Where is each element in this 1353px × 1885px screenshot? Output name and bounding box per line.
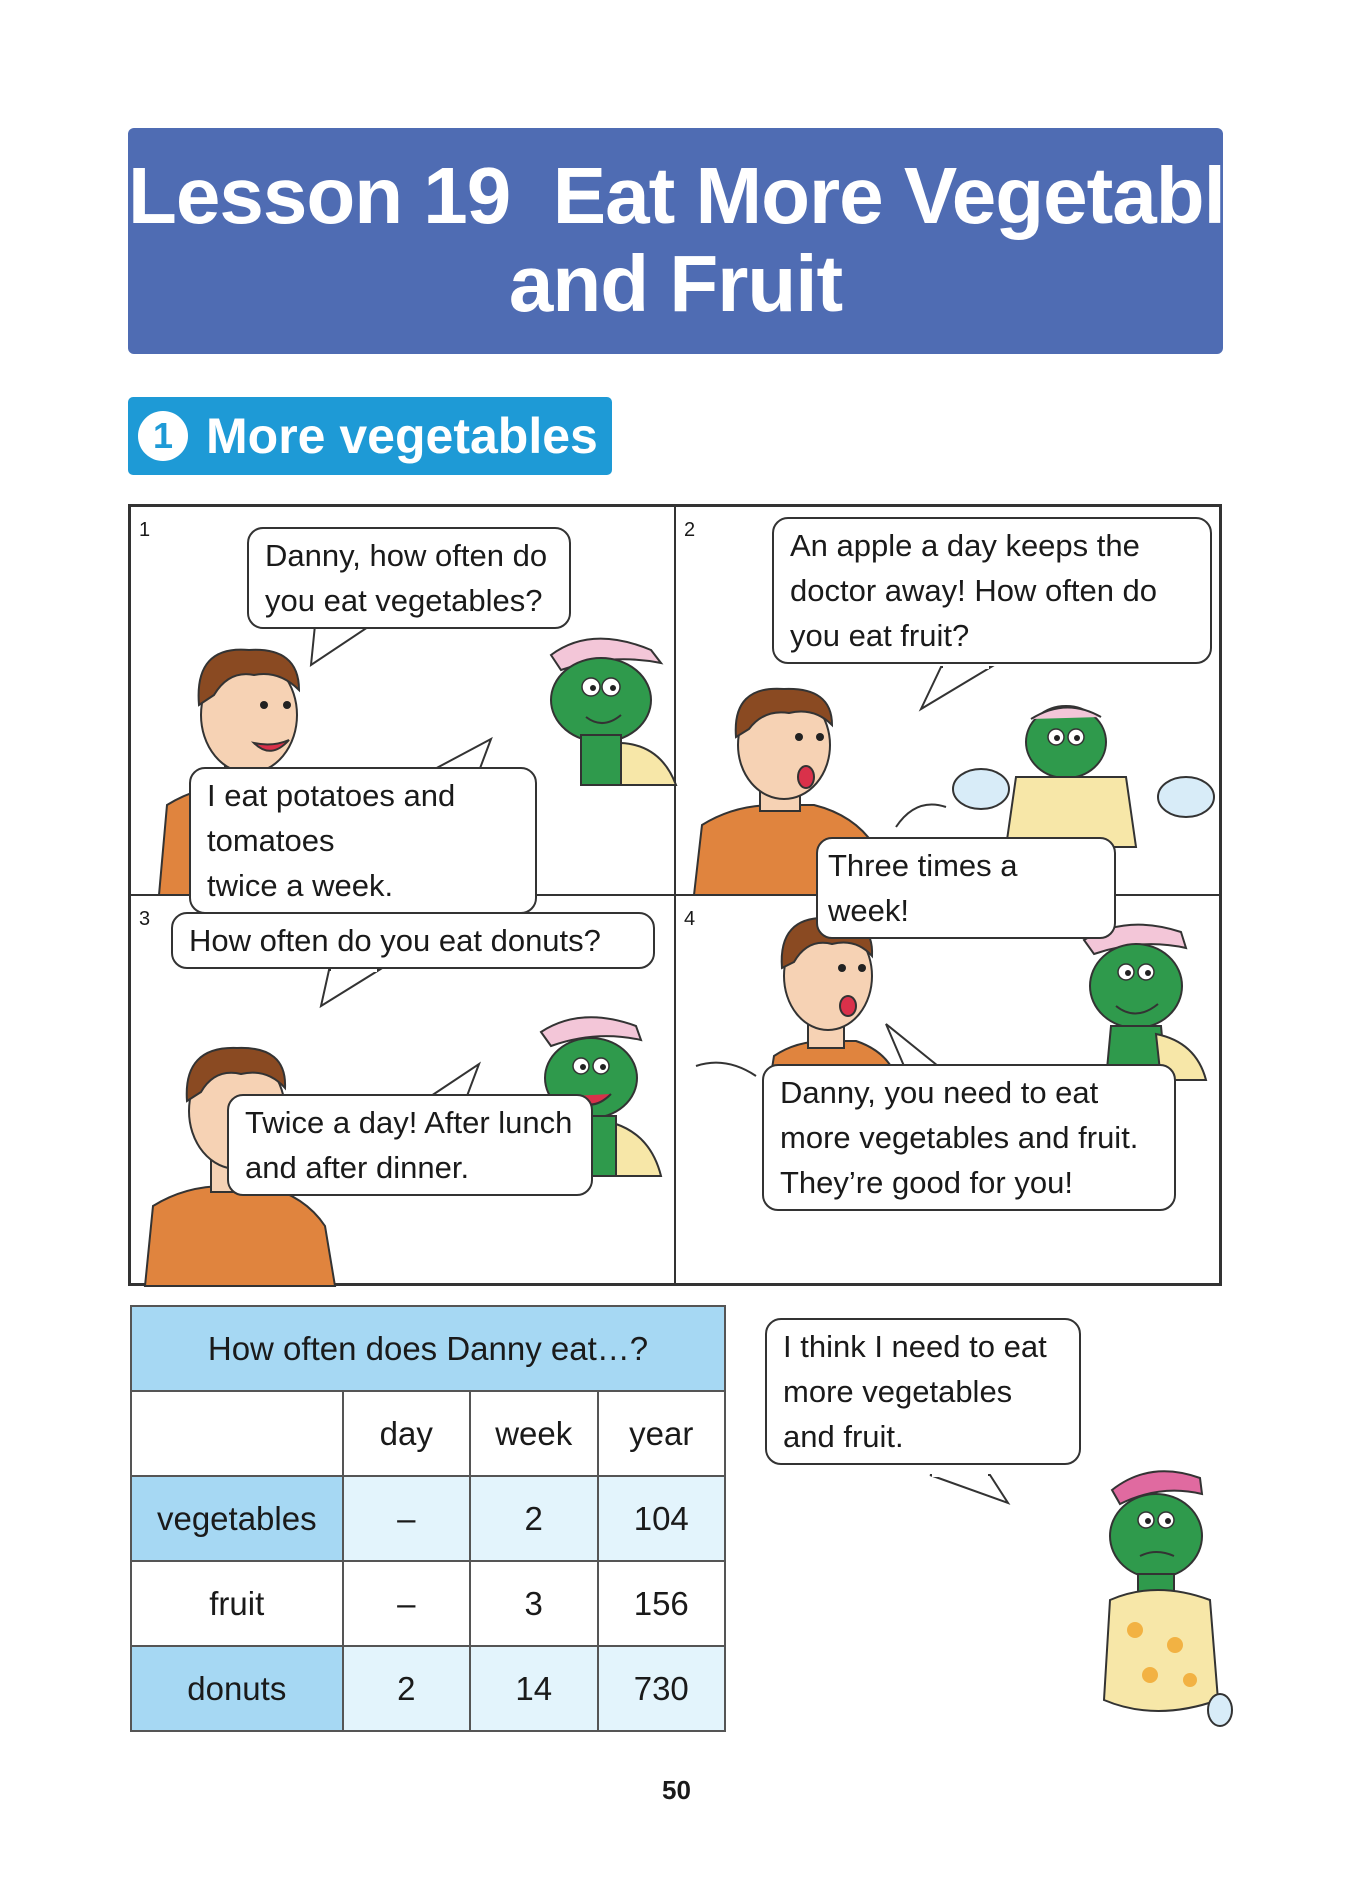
bubble-line: Danny, how often do <box>265 538 548 573</box>
table-row <box>131 1561 725 1646</box>
table-row <box>131 1476 725 1561</box>
lesson-title-line2: and Fruit <box>508 239 843 328</box>
row-label: fruit <box>131 1561 343 1646</box>
bubble-tail <box>321 970 381 1006</box>
row-label: donuts <box>131 1646 343 1731</box>
comic-panel-1 <box>130 506 675 903</box>
comic-panel-4 <box>675 895 1220 1284</box>
turtle-character <box>511 625 676 785</box>
speech-bubble <box>227 1094 593 1196</box>
bubble-line: Twice a day! After lunch <box>245 1105 573 1140</box>
bubble-line: twice a week. <box>207 868 394 903</box>
bubble-tail <box>930 1475 1010 1505</box>
table-cell: 104 <box>598 1476 725 1561</box>
speech-bubble <box>171 912 655 969</box>
panel-number: 4 <box>684 908 696 930</box>
section-number: 1 <box>138 411 188 461</box>
table-cell: 730 <box>598 1646 725 1731</box>
turtle-character <box>896 697 1216 847</box>
table-corner-cell <box>131 1391 343 1476</box>
bubble-line: They’re good for you! <box>780 1165 1073 1200</box>
table-cell: – <box>343 1476 470 1561</box>
bubble-line: I eat potatoes and tomatoes <box>207 778 456 858</box>
table-cell: 156 <box>598 1561 725 1646</box>
section-title: More vegetables <box>206 408 598 464</box>
table-cell: 3 <box>470 1561 598 1646</box>
speech-bubble <box>762 1064 1176 1211</box>
turtle-character <box>1090 1460 1235 1730</box>
bubble-line: more vegetables <box>783 1374 1013 1409</box>
bubble-line: An apple a day keeps the <box>790 528 1140 563</box>
lesson-banner <box>128 128 1312 354</box>
bubble-line: and fruit. <box>783 1419 904 1454</box>
table-row <box>131 1646 725 1731</box>
column-header: week <box>470 1391 598 1476</box>
bubble-tail <box>886 1024 938 1066</box>
comic-panel-3 <box>130 895 675 1284</box>
panel-number: 3 <box>139 908 151 930</box>
bubble-line: Three times a week! <box>828 848 1018 928</box>
panel-number: 1 <box>139 519 151 541</box>
bubble-line: How often do you eat donuts? <box>189 923 601 958</box>
bubble-line: and after dinner. <box>245 1150 470 1185</box>
bubble-line: Danny, you need to eat <box>780 1075 1099 1110</box>
bubble-line: you eat fruit? <box>790 618 970 653</box>
speech-bubble <box>247 527 571 629</box>
bubble-tail <box>921 667 991 709</box>
table-header-row <box>131 1391 725 1476</box>
bubble-line: doctor away! How often do <box>790 573 1158 608</box>
table-cell: – <box>343 1561 470 1646</box>
speech-bubble <box>816 837 1116 939</box>
column-header: year <box>598 1391 725 1476</box>
bubble-tail <box>311 625 381 665</box>
table-title: How often does Danny eat…? <box>131 1306 725 1391</box>
page-number: 50 <box>662 1775 691 1805</box>
comic-strip <box>128 504 1222 1286</box>
section-heading <box>128 397 612 475</box>
bubble-line: I think I need to eat <box>783 1329 1047 1364</box>
panel-number: 2 <box>684 519 696 541</box>
side-speech-bubble <box>765 1318 1081 1465</box>
table-cell: 2 <box>470 1476 598 1561</box>
speech-bubble <box>189 767 537 914</box>
comic-panel-2 <box>675 506 1220 928</box>
row-label: vegetables <box>131 1476 343 1561</box>
bubble-tail <box>431 1064 479 1096</box>
lesson-title-line1: Lesson 19 Eat More Vegetables <box>128 151 1312 240</box>
bubble-line: you eat vegetables? <box>265 583 543 618</box>
table-cell: 14 <box>470 1646 598 1731</box>
column-header: day <box>343 1391 470 1476</box>
speech-bubble <box>772 517 1212 664</box>
frequency-table <box>130 1305 726 1732</box>
table-cell: 2 <box>343 1646 470 1731</box>
bubble-line: more vegetables and fruit. <box>780 1120 1139 1155</box>
